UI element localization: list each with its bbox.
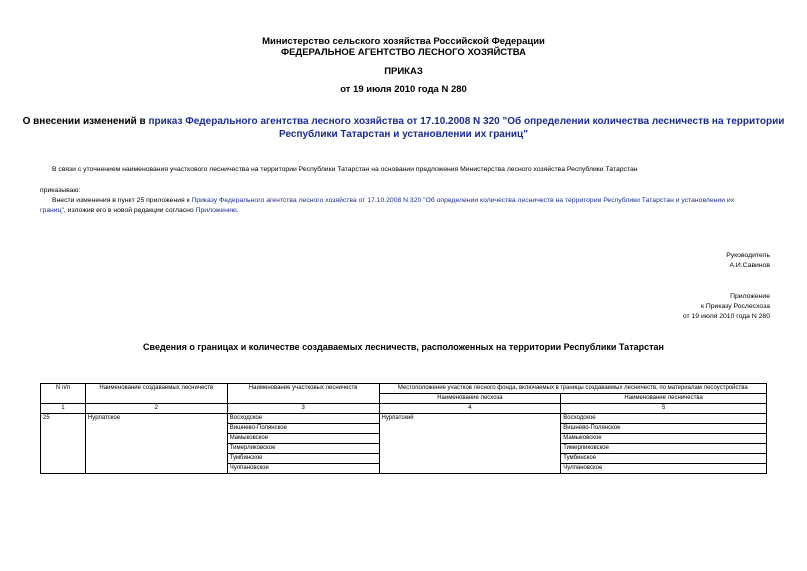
colnum-3: 3 bbox=[227, 404, 379, 414]
lesnichestvo-cell: Тумбинское bbox=[561, 454, 767, 464]
colnum-2: 2 bbox=[85, 404, 227, 414]
link-order-320[interactable]: Приказу Федерального агентства лесного хозяйства от 17.10.2008 N 320 "Об определении количества лесничеств на территории Республики Татарстан и установлении их bbox=[191, 197, 735, 204]
link-order-320-cont[interactable]: границ" bbox=[40, 207, 64, 214]
title-link-order-320[interactable]: приказ Федерального агентства лесного хозяйства от 17.10.2008 N 320 "Об определении количества лесничеств на территории bbox=[148, 116, 785, 127]
appendix-date: от 19 июля 2010 года N 280 bbox=[682, 313, 770, 320]
document-title bbox=[0, 115, 807, 141]
colnum-5: 5 bbox=[561, 404, 767, 414]
forestry-table bbox=[40, 383, 767, 474]
link-appendix[interactable]: Приложению bbox=[195, 207, 237, 214]
signature-role: Руководитель bbox=[726, 252, 770, 259]
district-cell: Тумбинское bbox=[227, 454, 379, 464]
order-text-end: . bbox=[236, 207, 239, 214]
colnum-1: 1 bbox=[41, 404, 86, 414]
header-forestry: Наименование создаваемых лесничеств bbox=[85, 384, 227, 404]
order-text-start: Внести изменения в пункт 25 приложения к bbox=[52, 197, 192, 204]
appendix-label: Приложение bbox=[730, 293, 770, 300]
title-link-order-320-cont[interactable]: Республики Татарстан и установлении их границ" bbox=[279, 129, 528, 140]
header-num: N п/п bbox=[41, 384, 86, 404]
row-num: 25 bbox=[41, 414, 86, 474]
row-leshoz: Нурлатский bbox=[379, 414, 561, 474]
table-title: Сведения о границах и количестве создаваемых лесничеств, расположенных на территории Республики Татарстан bbox=[143, 342, 664, 352]
appendix-to: к Приказу Рослесхоза bbox=[701, 303, 770, 310]
row-forestry: Нурлатское bbox=[85, 414, 227, 474]
district-cell: Чулпановское bbox=[227, 464, 379, 474]
signature-name: А.И.Савинов bbox=[729, 262, 770, 269]
table-header-row bbox=[41, 384, 767, 394]
district-cell: Восходское bbox=[227, 414, 379, 424]
ministry-name: Министерство сельского хозяйства Российской Федерации bbox=[262, 36, 545, 47]
lesnichestvo-cell: Тимерликовское bbox=[561, 444, 767, 454]
agency-name: ФЕДЕРАЛЬНОЕ АГЕНТСТВО ЛЕСНОГО ХОЗЯЙСТВА bbox=[280, 47, 526, 58]
document-date: от 19 июля 2010 года N 280 bbox=[340, 84, 467, 95]
district-cell: Тимерликовское bbox=[227, 444, 379, 454]
document-type: ПРИКАЗ bbox=[384, 66, 423, 77]
table-colnum-row bbox=[41, 404, 767, 414]
lesnichestvo-cell: Вишнево-Полянское bbox=[561, 424, 767, 434]
title-prefix: О внесении изменений в bbox=[22, 116, 149, 127]
lesnichestvo-cell: Чулпановское bbox=[561, 464, 767, 474]
header-location: Местоположение участков лесного фонда, включаемых в границы создаваемых лесничеств, по материалам лесоустройства bbox=[379, 384, 766, 394]
district-cell: Вишнево-Полянское bbox=[227, 424, 379, 434]
order-text-mid: , изложив его в новой редакции согласно bbox=[63, 207, 196, 214]
lesnichestvo-cell: Восходское bbox=[561, 414, 767, 424]
intro-paragraph: В связи с уточнением наименования участкового лесничества на территории Республики Татарстан на основании предложения Министерства лесного хозяйства Республики Татарстан bbox=[52, 166, 638, 173]
order-paragraph bbox=[40, 196, 770, 216]
district-cell: Мамыковское bbox=[227, 434, 379, 444]
header-leshoz: Наименование лесхоза bbox=[379, 394, 561, 404]
header-district: Наименование участковых лесничеств bbox=[227, 384, 379, 404]
header-lesnichestvo: Наименование лесничества bbox=[561, 394, 767, 404]
colnum-4: 4 bbox=[379, 404, 561, 414]
table-row bbox=[41, 414, 767, 424]
order-word: приказываю: bbox=[40, 187, 81, 194]
lesnichestvo-cell: Мамыковское bbox=[561, 434, 767, 444]
